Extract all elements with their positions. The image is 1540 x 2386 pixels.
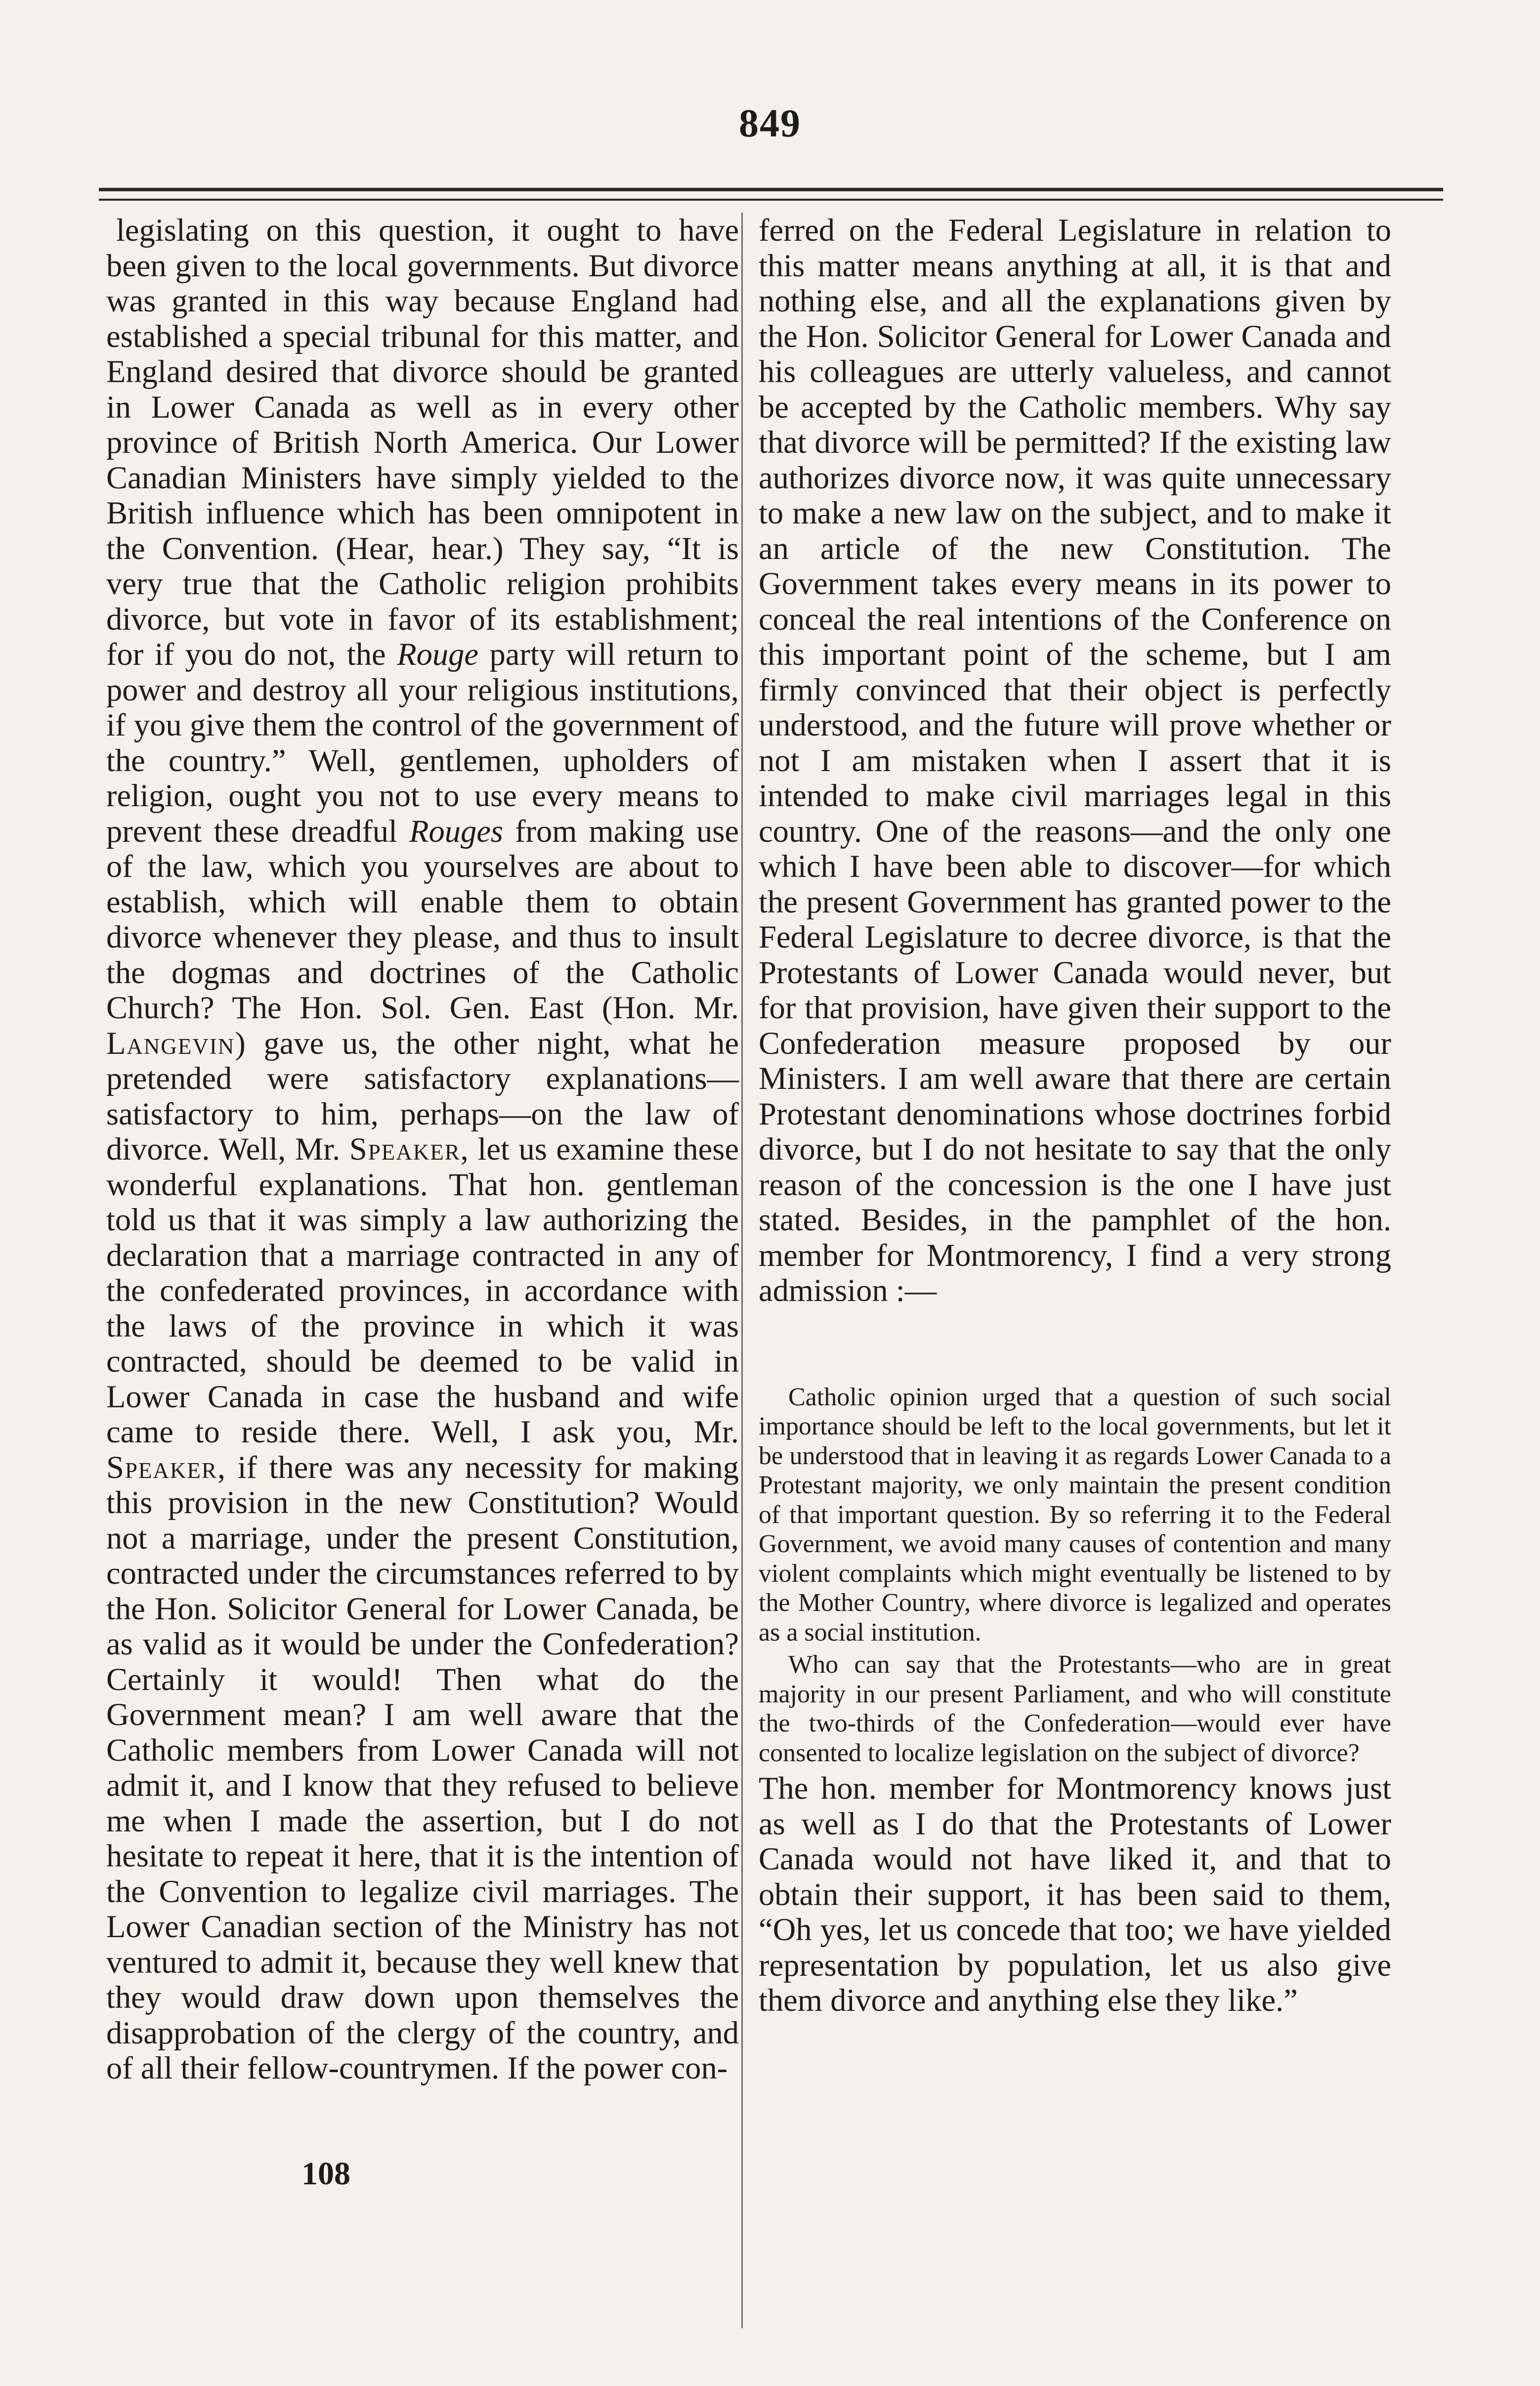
block-quote bbox=[759, 1383, 1391, 1768]
header-rule-thick bbox=[99, 188, 1443, 191]
text-segment: ) gave us, the other night, what he pretended were satisfactory explanations—satisfactory to him, perhaps—on the law of divorce. Well, Mr. bbox=[106, 1025, 739, 1167]
text-segment: , let us examine these wonderful explanations. That hon. gentleman told us that it was simply a law authorizing the declaration that a marriage contracted in any of the confederated provinces, in accordance with the laws of the province in which it was contracted, should be deemed to be valid in Lower Canada in case the husband and wife came to reside there. Well, I ask you, Mr. bbox=[106, 1131, 739, 1449]
column-divider bbox=[741, 213, 743, 2328]
text-segment: ferred on the Federal Legislature in relation to this matter means anything at all, it is that and nothing else, and all the explanations given by the Hon. Solicitor General for Lower Canada and his colleagues are utterly valueless, and cannot be accepted by the Catholic members. Why say that divorce will be permitted? If the existing law authorizes divorce now, it was quite unnecessary to make a new law on the subject, and to make it an article of the new Constitution. The Government takes every means in its power to conceal the real intentions of the Conference on this important point of the scheme, but I am firmly convinced that their object is perfectly understood, and the future will prove whether or not I am mistaken when I assert that it is intended to make civil marriages legal in this country. One of the reasons—and the only one which I have been able to discover—for which the present Government has granted power to the Federal Legislature to decree divorce, is that the Protestants of Lower Canada would never, but for that provision, have given their support to the Confederation measure proposed by our Ministers. I am well aware that there are certain Protestant denominations whose doctrines forbid divorce, but I do not hesitate to say that the only reason of the concession is the one I have just stated. Besides, in the pamphlet of the hon. member for Montmorency, I find a very strong admission :— bbox=[759, 213, 1391, 1308]
text-segment: party will return to power and destroy all your religious institutions, if you give them the control of the government of the country.” Well, gentlemen, upholders of religion, ought you not to use every means to prevent these dreadful bbox=[106, 637, 739, 849]
left-column-paragraph bbox=[106, 213, 739, 2086]
text-segment-italic: Rouges bbox=[409, 813, 503, 849]
text-segment: , if there was any necessity for making this provision in the new Constitution? Would not a marriage, under the present Constitution, contracted under the circumstances referred to by the Hon. Solicitor General for Lower Canada, be as valid as it would be under the Confederation? Certainly it would! Then what do the Government mean? I am well aware that the Catholic members from Lower Canada will not admit it, and I know that they refused to believe me when I made the assertion, but I do not hesitate to repeat it here, that it is the intention of the Convention to legalize civil marriages. The Lower Canadian section of the Ministry has not ventured to admit it, because they well knew that they would draw down upon themselves the disapprobation of the clergy of the country, and of all their fellow-countrymen. If the power con- bbox=[106, 1449, 739, 2085]
text-segment-smallcaps: Speaker bbox=[106, 1449, 217, 1485]
right-column-paragraph-after-quote: The hon. member for Montmorency knows just as well as I do that the Protestants of Lower Canada would not have liked it, and that to obtain their support, it has been said to them, “Oh yes, let us concede that too; we have yielded representation by population, let us also give them divorce and anything else they like.” bbox=[759, 1771, 1391, 2018]
text-segment-italic: Rouge bbox=[397, 637, 478, 672]
left-column bbox=[106, 213, 739, 2086]
right-column-paragraph bbox=[759, 213, 1391, 1308]
signature-mark: 108 bbox=[301, 2156, 350, 2192]
header-rule-thin bbox=[99, 199, 1443, 201]
page-number: 849 bbox=[739, 102, 801, 145]
text-segment: from making use of the law, which you yourselves are about to establish, which will enable them to obtain divorce whenever they please, and thus to insult the dogmas and doctrines of the Catholic Church? The Hon. Sol. Gen. East (Hon. Mr. bbox=[106, 813, 739, 1025]
text-segment-smallcaps: Speaker bbox=[349, 1131, 461, 1167]
right-column bbox=[759, 213, 1391, 2018]
quote-paragraph: Who can say that the Protestants—who are in great majority in our present Parliament, and who will constitute the two-thirds of the Confederation—would ever have consented to localize legislation on the subject of divorce? bbox=[759, 1650, 1391, 1767]
text-segment: legislating on this question, it ought to have been given to the local governments. But divorce was granted in this way because England had established a special tribunal for this matter, and England desired that divorce should be granted in Lower Canada as well as in every other province of British North America. Our Lower Canadian Ministers have simply yielded to the British influence which has been omnipotent in the Convention. (Hear, hear.) They say, “It is very true that the Catholic religion prohibits divorce, but vote in favor of its establishment; for if you do not, the bbox=[106, 213, 739, 672]
quote-paragraph: Catholic opinion urged that a question of such social importance should be left to the local governments, but let it be understood that in leaving it as regards Lower Canada to a Protestant majority, we only maintain the present condition of that important question. By so referring it to the Federal Government, we avoid many causes of contention and many violent complaints which might eventually be listened to by the Mother Country, where divorce is legalized and operates as a social institution. bbox=[759, 1383, 1391, 1647]
text-segment-smallcaps: Langevin bbox=[106, 1025, 235, 1061]
